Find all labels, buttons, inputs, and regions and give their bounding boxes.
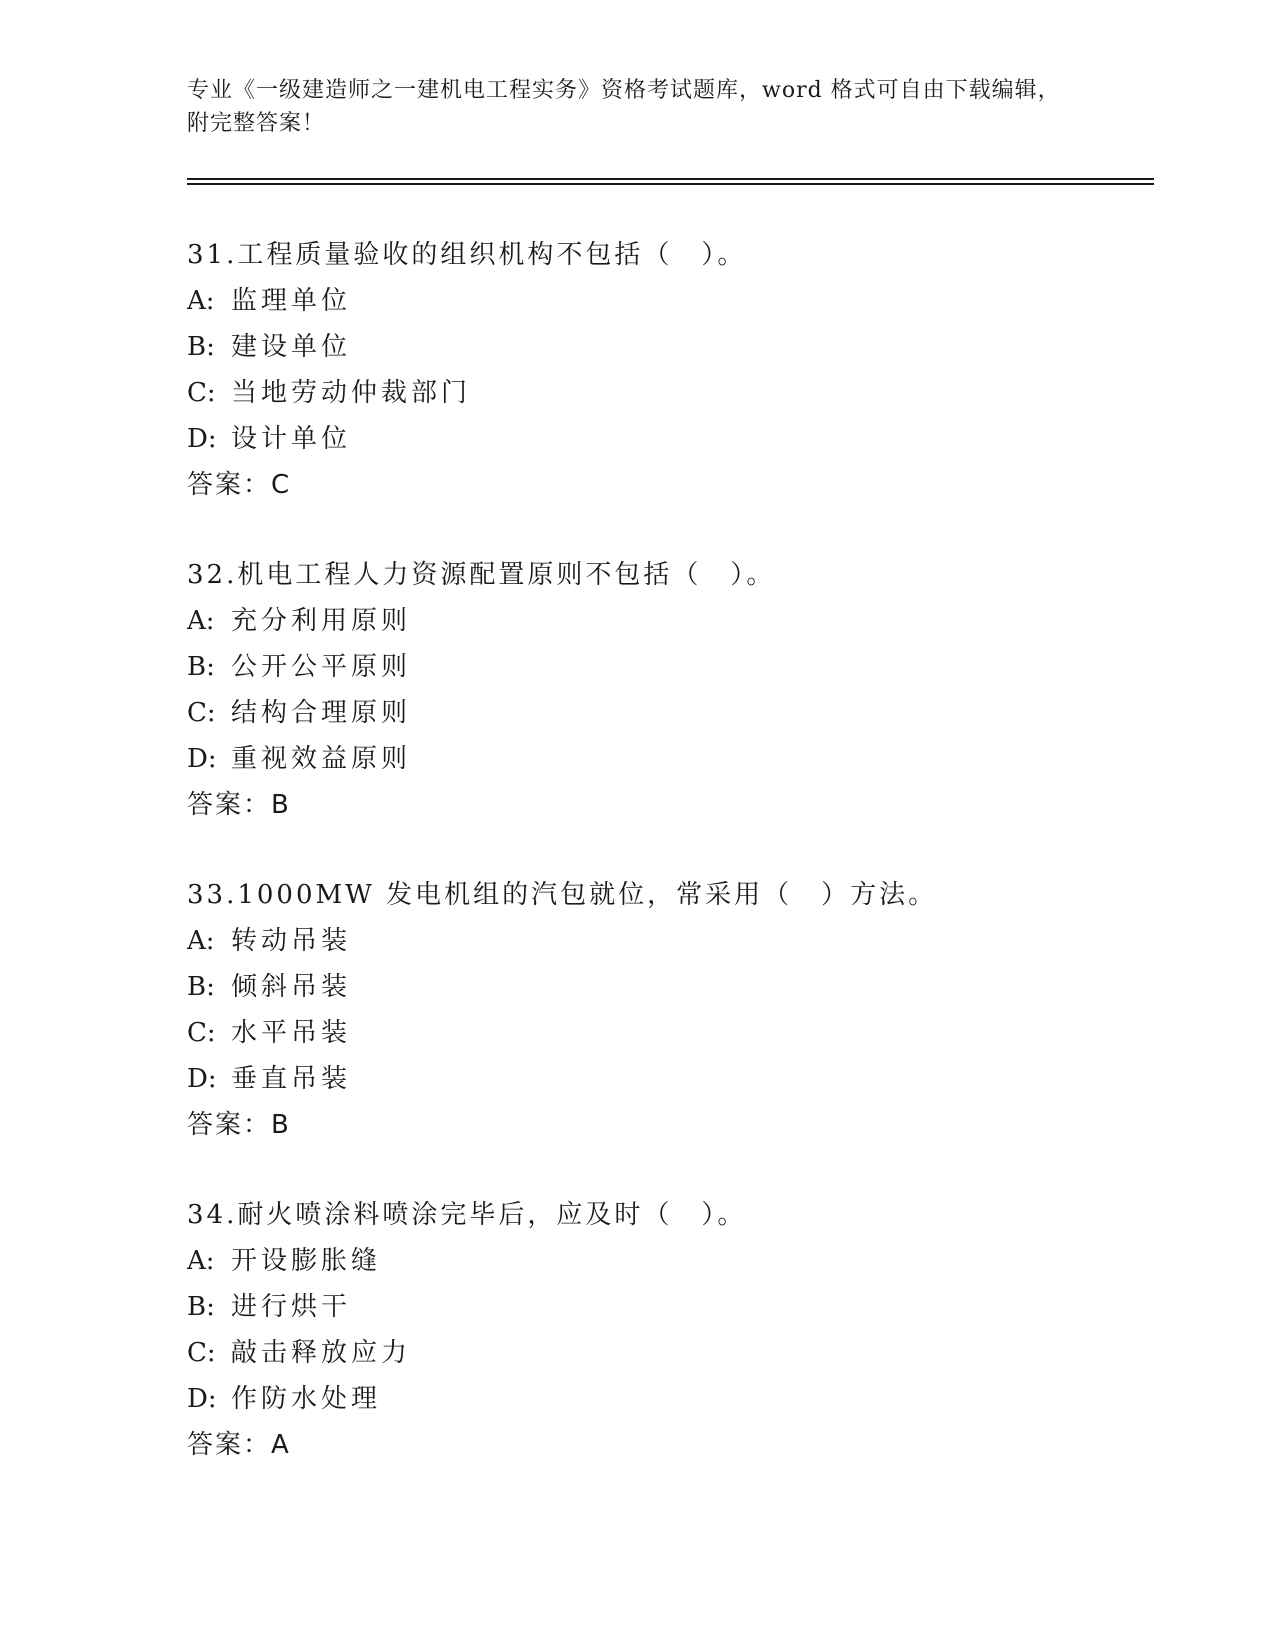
option-letter: C:: [187, 1338, 216, 1368]
option-d: [187, 736, 1127, 782]
option-b: [187, 1284, 1127, 1330]
option-b: [187, 324, 1127, 370]
answer-line: [187, 1422, 1127, 1468]
answer-line: [187, 782, 1127, 828]
answer-label: 答案：: [187, 470, 272, 500]
answer-label: 答案：: [187, 790, 272, 820]
option-letter: D:: [187, 424, 217, 454]
option-text: 转动吊装: [231, 926, 352, 956]
question-stem: 31.工程质量验收的组织机构不包括（ ）。: [187, 240, 747, 270]
option-text: 垂直吊装: [231, 1064, 352, 1094]
option-a: [187, 278, 1127, 324]
option-text: 结构合理原则: [231, 698, 412, 728]
option-c: [187, 690, 1127, 736]
answer-value: A: [271, 1430, 291, 1460]
option-a: [187, 598, 1127, 644]
option-text: 设计单位: [231, 424, 352, 454]
answer-line: [187, 1102, 1127, 1148]
option-a: [187, 918, 1127, 964]
option-a: [187, 1238, 1127, 1284]
question-stem: 32.机电工程人力资源配置原则不包括（ ）。: [187, 560, 776, 590]
answer-value: B: [271, 1110, 291, 1140]
option-letter: B:: [187, 972, 215, 1002]
option-text: 水平吊装: [231, 1018, 352, 1048]
option-text: 进行烘干: [231, 1292, 352, 1322]
answer-label: 答案：: [187, 1110, 272, 1140]
option-letter: D:: [187, 1384, 217, 1414]
question-31: [187, 232, 1127, 508]
option-text: 重视效益原则: [231, 744, 412, 774]
option-letter: A:: [187, 1246, 215, 1276]
option-text: 开设膨胀缝: [231, 1246, 382, 1276]
option-letter: B:: [187, 332, 215, 362]
option-letter: B:: [187, 1292, 215, 1322]
option-text: 监理单位: [231, 286, 352, 316]
question-32: [187, 552, 1127, 828]
option-d: [187, 1056, 1127, 1102]
question-33: [187, 872, 1127, 1148]
header-rule-bottom: [187, 183, 1154, 185]
option-text: 充分利用原则: [231, 606, 412, 636]
answer-line: [187, 462, 1127, 508]
option-text: 公开公平原则: [231, 652, 412, 682]
option-letter: C:: [187, 698, 216, 728]
option-letter: D:: [187, 744, 217, 774]
option-letter: B:: [187, 652, 215, 682]
option-c: [187, 1010, 1127, 1056]
option-letter: A:: [187, 286, 215, 316]
option-d: [187, 416, 1127, 462]
option-d: [187, 1376, 1127, 1422]
option-b: [187, 644, 1127, 690]
option-b: [187, 964, 1127, 1010]
question-34: [187, 1192, 1127, 1468]
option-letter: C:: [187, 378, 216, 408]
document-header: 专业《一级建造师之一建机电工程实务》资格考试题库，word 格式可自由下载编辑，附完整答案！: [187, 78, 1061, 136]
option-text: 敲击释放应力: [231, 1338, 412, 1368]
option-c: [187, 1330, 1127, 1376]
answer-label: 答案：: [187, 1430, 272, 1460]
option-letter: D:: [187, 1064, 217, 1094]
option-text: 作防水处理: [231, 1384, 382, 1414]
option-c: [187, 370, 1127, 416]
header-rule-top: [187, 178, 1154, 180]
question-stem: 33.1000MW 发电机组的汽包就位，常采用（ ）方法。: [187, 880, 938, 910]
answer-value: B: [271, 790, 291, 820]
option-text: 倾斜吊装: [231, 972, 352, 1002]
option-text: 建设单位: [231, 332, 352, 362]
option-letter: A:: [187, 926, 215, 956]
answer-value: C: [271, 470, 292, 500]
option-letter: C:: [187, 1018, 216, 1048]
option-letter: A:: [187, 606, 215, 636]
question-stem: 34.耐火喷涂料喷涂完毕后，应及时（ ）。: [187, 1200, 747, 1230]
option-text: 当地劳动仲裁部门: [231, 378, 472, 408]
